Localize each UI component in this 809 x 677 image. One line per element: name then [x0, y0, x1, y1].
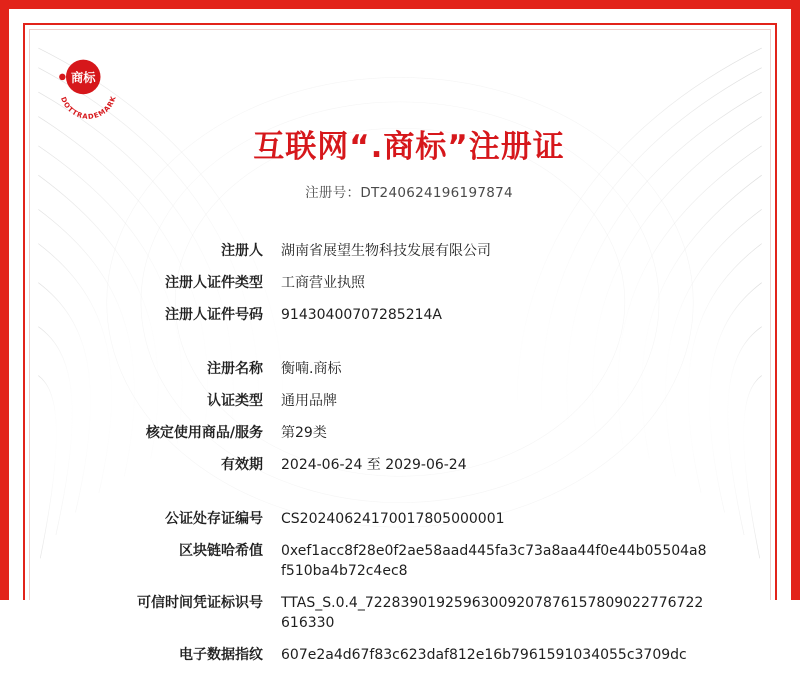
title-block	[9, 127, 809, 201]
page-title: 互联网“.商标”注册证	[253, 129, 565, 165]
trademark-logo-icon	[53, 51, 125, 123]
field-row	[9, 273, 809, 293]
registration-number	[9, 181, 809, 201]
field-label: 电子数据指纹	[179, 647, 263, 663]
field-value: 第29类	[281, 425, 327, 441]
field-value: 607e2a4d67f83c623daf812e16b7961591034055c3709dc	[281, 647, 687, 663]
field-value: 通用品牌	[281, 393, 337, 409]
field-value: 衡喃.商标	[281, 361, 342, 377]
field-row	[9, 593, 809, 633]
field-value: 2024-06-24 至 2029-06-24	[281, 457, 467, 473]
fields-container	[9, 241, 809, 677]
field-label: 可信时间凭证标识号	[137, 595, 263, 611]
field-row	[9, 541, 809, 581]
field-value: 91430400707285214A	[281, 307, 442, 323]
field-label: 注册人	[221, 243, 263, 259]
field-value: 0xef1acc8f28e0f2ae58aad445fa3c73a8aa44f0e44b05504a8f510ba4b72c4ec8	[281, 543, 707, 579]
field-label: 核定使用商品/服务	[145, 425, 263, 441]
registration-number-label: 注册号：	[305, 185, 361, 201]
field-value: TTAS_S.0.4_72283901925963009207876157809022776722616330	[281, 595, 704, 631]
svg-text:DOTTRADEMARK: DOTTRADEMARK	[59, 94, 118, 121]
field-value: 湖南省展望生物科技发展有限公司	[281, 243, 491, 259]
field-row	[9, 241, 809, 261]
svg-text:商标: 商标	[70, 70, 96, 85]
field-label: 有效期	[221, 457, 263, 473]
field-label: 注册人证件号码	[165, 307, 263, 323]
field-row	[9, 423, 809, 443]
group-separator	[9, 487, 809, 509]
field-label: 注册人证件类型	[165, 275, 263, 291]
field-row	[9, 509, 809, 529]
field-row	[9, 645, 809, 665]
field-label: 区块链哈希值	[179, 543, 263, 559]
field-value: CS20240624170017805000001	[281, 511, 505, 527]
registration-number-value: DT240624196197874	[360, 185, 513, 201]
field-group-trademark	[9, 359, 809, 475]
field-row	[9, 305, 809, 325]
group-separator	[9, 337, 809, 359]
field-group-verification	[9, 509, 809, 665]
field-label: 认证类型	[207, 393, 263, 409]
field-group-registrant	[9, 241, 809, 325]
field-label: 公证处存证编号	[165, 511, 263, 527]
field-row	[9, 455, 809, 475]
field-row	[9, 391, 809, 411]
field-row	[9, 359, 809, 379]
field-label: 注册名称	[207, 361, 263, 377]
field-value: 工商营业执照	[281, 275, 365, 291]
